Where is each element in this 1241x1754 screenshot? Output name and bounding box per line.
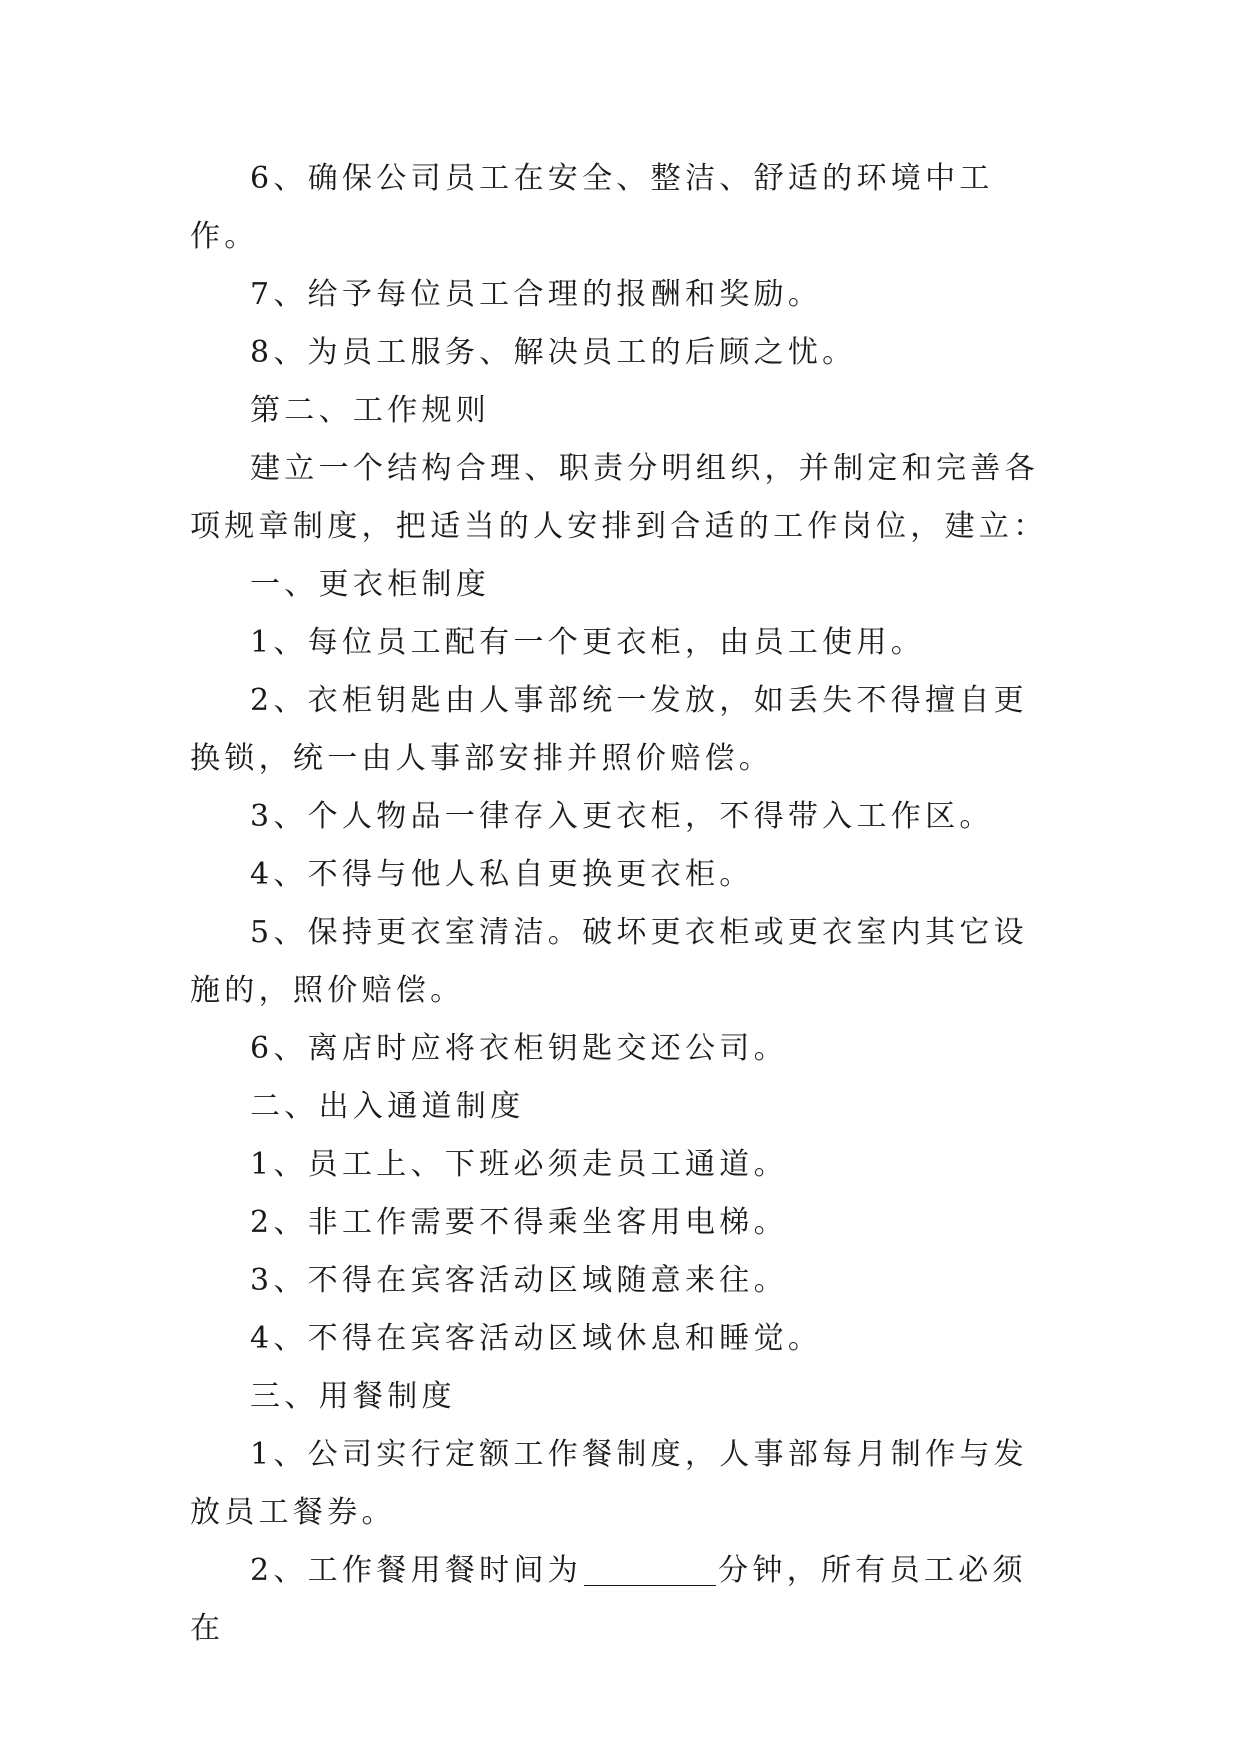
paragraph: 6、确保公司员工在安全、整洁、舒适的环境中工作。: [190, 161, 994, 254]
section-heading: 一、更衣柜制度: [250, 567, 491, 602]
section-heading: 三、用餐制度: [250, 1379, 456, 1414]
paragraph: 2、衣柜钥匙由人事部统一发放，如丢失不得擅自更换锁，统一由人事部安排并照价赔偿。: [190, 683, 1028, 776]
paragraph: 8、为员工服务、解决员工的后顾之忧。: [250, 335, 857, 370]
fill-in-blank: [584, 1555, 716, 1586]
paragraph: 4、不得在宾客活动区域休息和睡觉。: [250, 1321, 823, 1356]
paragraph: 1、员工上、下班必须走员工通道。: [250, 1147, 788, 1182]
paragraph-with-blank: [190, 1542, 1050, 1658]
paragraph: 1、公司实行定额工作餐制度，人事部每月制作与发放员工餐券。: [190, 1437, 1028, 1530]
section-heading: 二、出入通道制度: [250, 1089, 525, 1124]
paragraph: 7、给予每位员工合理的报酬和奖励。: [250, 277, 823, 312]
section-heading: 第二、工作规则: [250, 393, 491, 428]
paragraph: 建立一个结构合理、职责分明组织，并制定和完善各项规章制度，把适当的人安排到合适的工作岗位，建立：: [190, 451, 1048, 544]
paragraph: 3、个人物品一律存入更衣柜，不得带入工作区。: [250, 799, 994, 834]
paragraph: 6、离店时应将衣柜钥匙交还公司。: [250, 1031, 788, 1066]
paragraph: 1、每位员工配有一个更衣柜，由员工使用。: [250, 625, 926, 660]
document-body: [190, 150, 1050, 1658]
paragraph: 2、非工作需要不得乘坐客用电梯。: [250, 1205, 788, 1240]
text-before-blank: 2、工作餐用餐时间为: [250, 1553, 583, 1588]
paragraph: 5、保持更衣室清洁。破坏更衣柜或更衣室内其它设施的，照价赔偿。: [190, 915, 1028, 1008]
paragraph: 4、不得与他人私自更换更衣柜。: [250, 857, 754, 892]
text-after-blank: 分钟，所有员工必须在: [190, 1553, 1027, 1646]
paragraph: 3、不得在宾客活动区域随意来往。: [250, 1263, 788, 1298]
